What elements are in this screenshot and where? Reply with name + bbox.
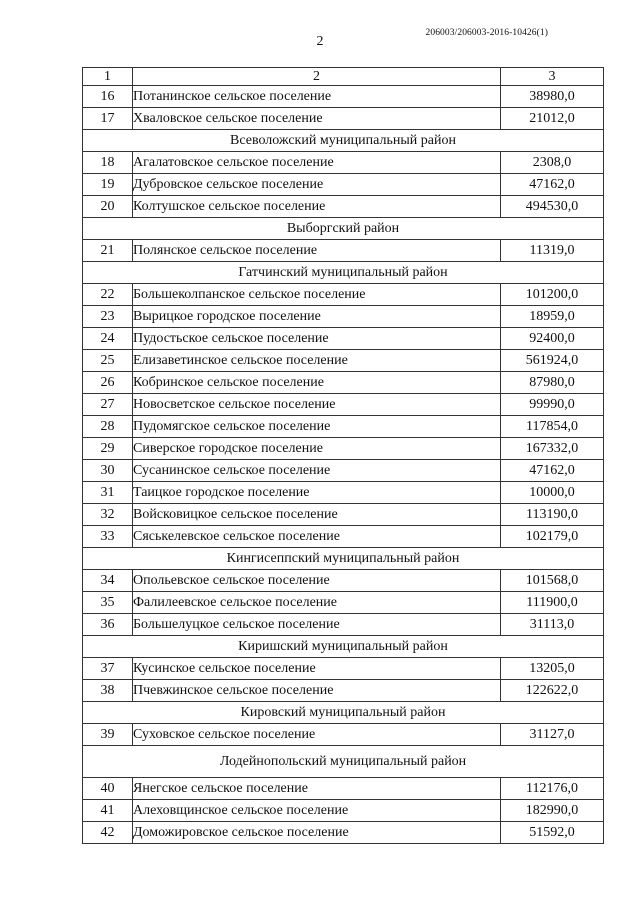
row-number: 18 xyxy=(83,152,133,174)
district-header-row xyxy=(83,702,604,724)
header-col-2: 2 xyxy=(133,68,501,86)
row-number: 29 xyxy=(83,438,133,460)
settlement-name: Войсковицкое сельское поселение xyxy=(133,504,501,526)
amount-value: 47162,0 xyxy=(501,174,604,196)
table-row xyxy=(83,416,604,438)
row-number: 39 xyxy=(83,724,133,746)
amount-value: 18959,0 xyxy=(501,306,604,328)
row-number: 22 xyxy=(83,284,133,306)
settlement-name: Пудостьское сельское поселение xyxy=(133,328,501,350)
settlement-name: Фалилеевское сельское поселение xyxy=(133,592,501,614)
settlement-name: Елизаветинское сельское поселение xyxy=(133,350,501,372)
table-row xyxy=(83,86,604,108)
amount-value: 113190,0 xyxy=(501,504,604,526)
amount-value: 10000,0 xyxy=(501,482,604,504)
amount-value: 11319,0 xyxy=(501,240,604,262)
district-header-row xyxy=(83,636,604,658)
district-name: Кингисеппский муниципальный район xyxy=(83,548,604,570)
table-row xyxy=(83,328,604,350)
amount-value: 111900,0 xyxy=(501,592,604,614)
district-name: Всеволожский муниципальный район xyxy=(83,130,604,152)
row-number: 19 xyxy=(83,174,133,196)
amount-value: 102179,0 xyxy=(501,526,604,548)
header-col-3: 3 xyxy=(501,68,604,86)
table-row xyxy=(83,526,604,548)
amount-value: 47162,0 xyxy=(501,460,604,482)
row-number: 21 xyxy=(83,240,133,262)
settlement-name: Пчевжинское сельское поселение xyxy=(133,680,501,702)
settlement-name: Сиверское городское поселение xyxy=(133,438,501,460)
header-col-1: 1 xyxy=(83,68,133,86)
amount-value: 38980,0 xyxy=(501,86,604,108)
settlement-name: Сусанинское сельское поселение xyxy=(133,460,501,482)
amount-value: 494530,0 xyxy=(501,196,604,218)
row-number: 41 xyxy=(83,800,133,822)
table-row xyxy=(83,306,604,328)
amount-value: 101200,0 xyxy=(501,284,604,306)
table-row xyxy=(83,372,604,394)
settlement-name: Алеховщинское сельское поселение xyxy=(133,800,501,822)
row-number: 32 xyxy=(83,504,133,526)
district-name: Кировский муниципальный район xyxy=(83,702,604,724)
amount-value: 101568,0 xyxy=(501,570,604,592)
row-number: 30 xyxy=(83,460,133,482)
row-number: 26 xyxy=(83,372,133,394)
table-row xyxy=(83,460,604,482)
row-number: 40 xyxy=(83,778,133,800)
district-header-row xyxy=(83,218,604,240)
settlement-name: Суховское сельское поселение xyxy=(133,724,501,746)
settlement-name: Сяськелевское сельское поселение xyxy=(133,526,501,548)
district-name: Лодейнопольский муниципальный район xyxy=(83,746,604,778)
table-row xyxy=(83,680,604,702)
row-number: 27 xyxy=(83,394,133,416)
row-number: 28 xyxy=(83,416,133,438)
settlement-name: Дубровское сельское поселение xyxy=(133,174,501,196)
settlement-name: Новосветское сельское поселение xyxy=(133,394,501,416)
amount-value: 21012,0 xyxy=(501,108,604,130)
row-number: 36 xyxy=(83,614,133,636)
table-row xyxy=(83,800,604,822)
table-row xyxy=(83,284,604,306)
district-name: Выборгский район xyxy=(83,218,604,240)
table-row xyxy=(83,196,604,218)
row-number: 25 xyxy=(83,350,133,372)
amount-value: 117854,0 xyxy=(501,416,604,438)
amount-value: 561924,0 xyxy=(501,350,604,372)
table-row xyxy=(83,724,604,746)
row-number: 37 xyxy=(83,658,133,680)
table-row xyxy=(83,350,604,372)
row-number: 42 xyxy=(83,822,133,844)
document-id: 206003/206003-2016-10426(1) xyxy=(425,28,548,38)
amount-value: 31113,0 xyxy=(501,614,604,636)
table-header-row xyxy=(83,68,604,86)
settlement-name: Таицкое городское поселение xyxy=(133,482,501,504)
settlement-name: Янегское сельское поселение xyxy=(133,778,501,800)
row-number: 35 xyxy=(83,592,133,614)
amount-value: 167332,0 xyxy=(501,438,604,460)
row-number: 20 xyxy=(83,196,133,218)
table-row xyxy=(83,174,604,196)
table-row xyxy=(83,438,604,460)
amount-value: 51592,0 xyxy=(501,822,604,844)
district-name: Гатчинский муниципальный район xyxy=(83,262,604,284)
amount-value: 122622,0 xyxy=(501,680,604,702)
amount-value: 31127,0 xyxy=(501,724,604,746)
row-number: 24 xyxy=(83,328,133,350)
row-number: 17 xyxy=(83,108,133,130)
settlement-name: Хваловское сельское поселение xyxy=(133,108,501,130)
table-row xyxy=(83,108,604,130)
district-header-row xyxy=(83,746,604,778)
amount-value: 112176,0 xyxy=(501,778,604,800)
settlement-name: Пудомягское сельское поселение xyxy=(133,416,501,438)
page-number: 2 xyxy=(316,34,324,49)
table-row xyxy=(83,592,604,614)
settlement-name: Потанинское сельское поселение xyxy=(133,86,501,108)
district-header-row xyxy=(83,130,604,152)
settlement-name: Полянское сельское поселение xyxy=(133,240,501,262)
settlement-name: Кобринское сельское поселение xyxy=(133,372,501,394)
amount-value: 2308,0 xyxy=(501,152,604,174)
amount-value: 87980,0 xyxy=(501,372,604,394)
table-row xyxy=(83,658,604,680)
settlement-name: Большеколпанское сельское поселение xyxy=(133,284,501,306)
settlement-name: Колтушское сельское поселение xyxy=(133,196,501,218)
amount-value: 99990,0 xyxy=(501,394,604,416)
district-header-row xyxy=(83,548,604,570)
settlements-table xyxy=(82,67,604,844)
row-number: 23 xyxy=(83,306,133,328)
table-row xyxy=(83,240,604,262)
table-row xyxy=(83,614,604,636)
settlement-name: Агалатовское сельское поселение xyxy=(133,152,501,174)
row-number: 38 xyxy=(83,680,133,702)
table-row xyxy=(83,778,604,800)
row-number: 16 xyxy=(83,86,133,108)
settlement-name: Большелуцкое сельское поселение xyxy=(133,614,501,636)
row-number: 33 xyxy=(83,526,133,548)
amount-value: 92400,0 xyxy=(501,328,604,350)
table-row xyxy=(83,504,604,526)
district-name: Киришский муниципальный район xyxy=(83,636,604,658)
settlement-name: Кусинское сельское поселение xyxy=(133,658,501,680)
table-row xyxy=(83,822,604,844)
table-row xyxy=(83,482,604,504)
amount-value: 13205,0 xyxy=(501,658,604,680)
table-row xyxy=(83,152,604,174)
table-row xyxy=(83,394,604,416)
row-number: 34 xyxy=(83,570,133,592)
district-header-row xyxy=(83,262,604,284)
table-row xyxy=(83,570,604,592)
amount-value: 182990,0 xyxy=(501,800,604,822)
settlement-name: Вырицкое городское поселение xyxy=(133,306,501,328)
row-number: 31 xyxy=(83,482,133,504)
settlement-name: Опольевское сельское поселение xyxy=(133,570,501,592)
settlement-name: Доможировское сельское поселение xyxy=(133,822,501,844)
